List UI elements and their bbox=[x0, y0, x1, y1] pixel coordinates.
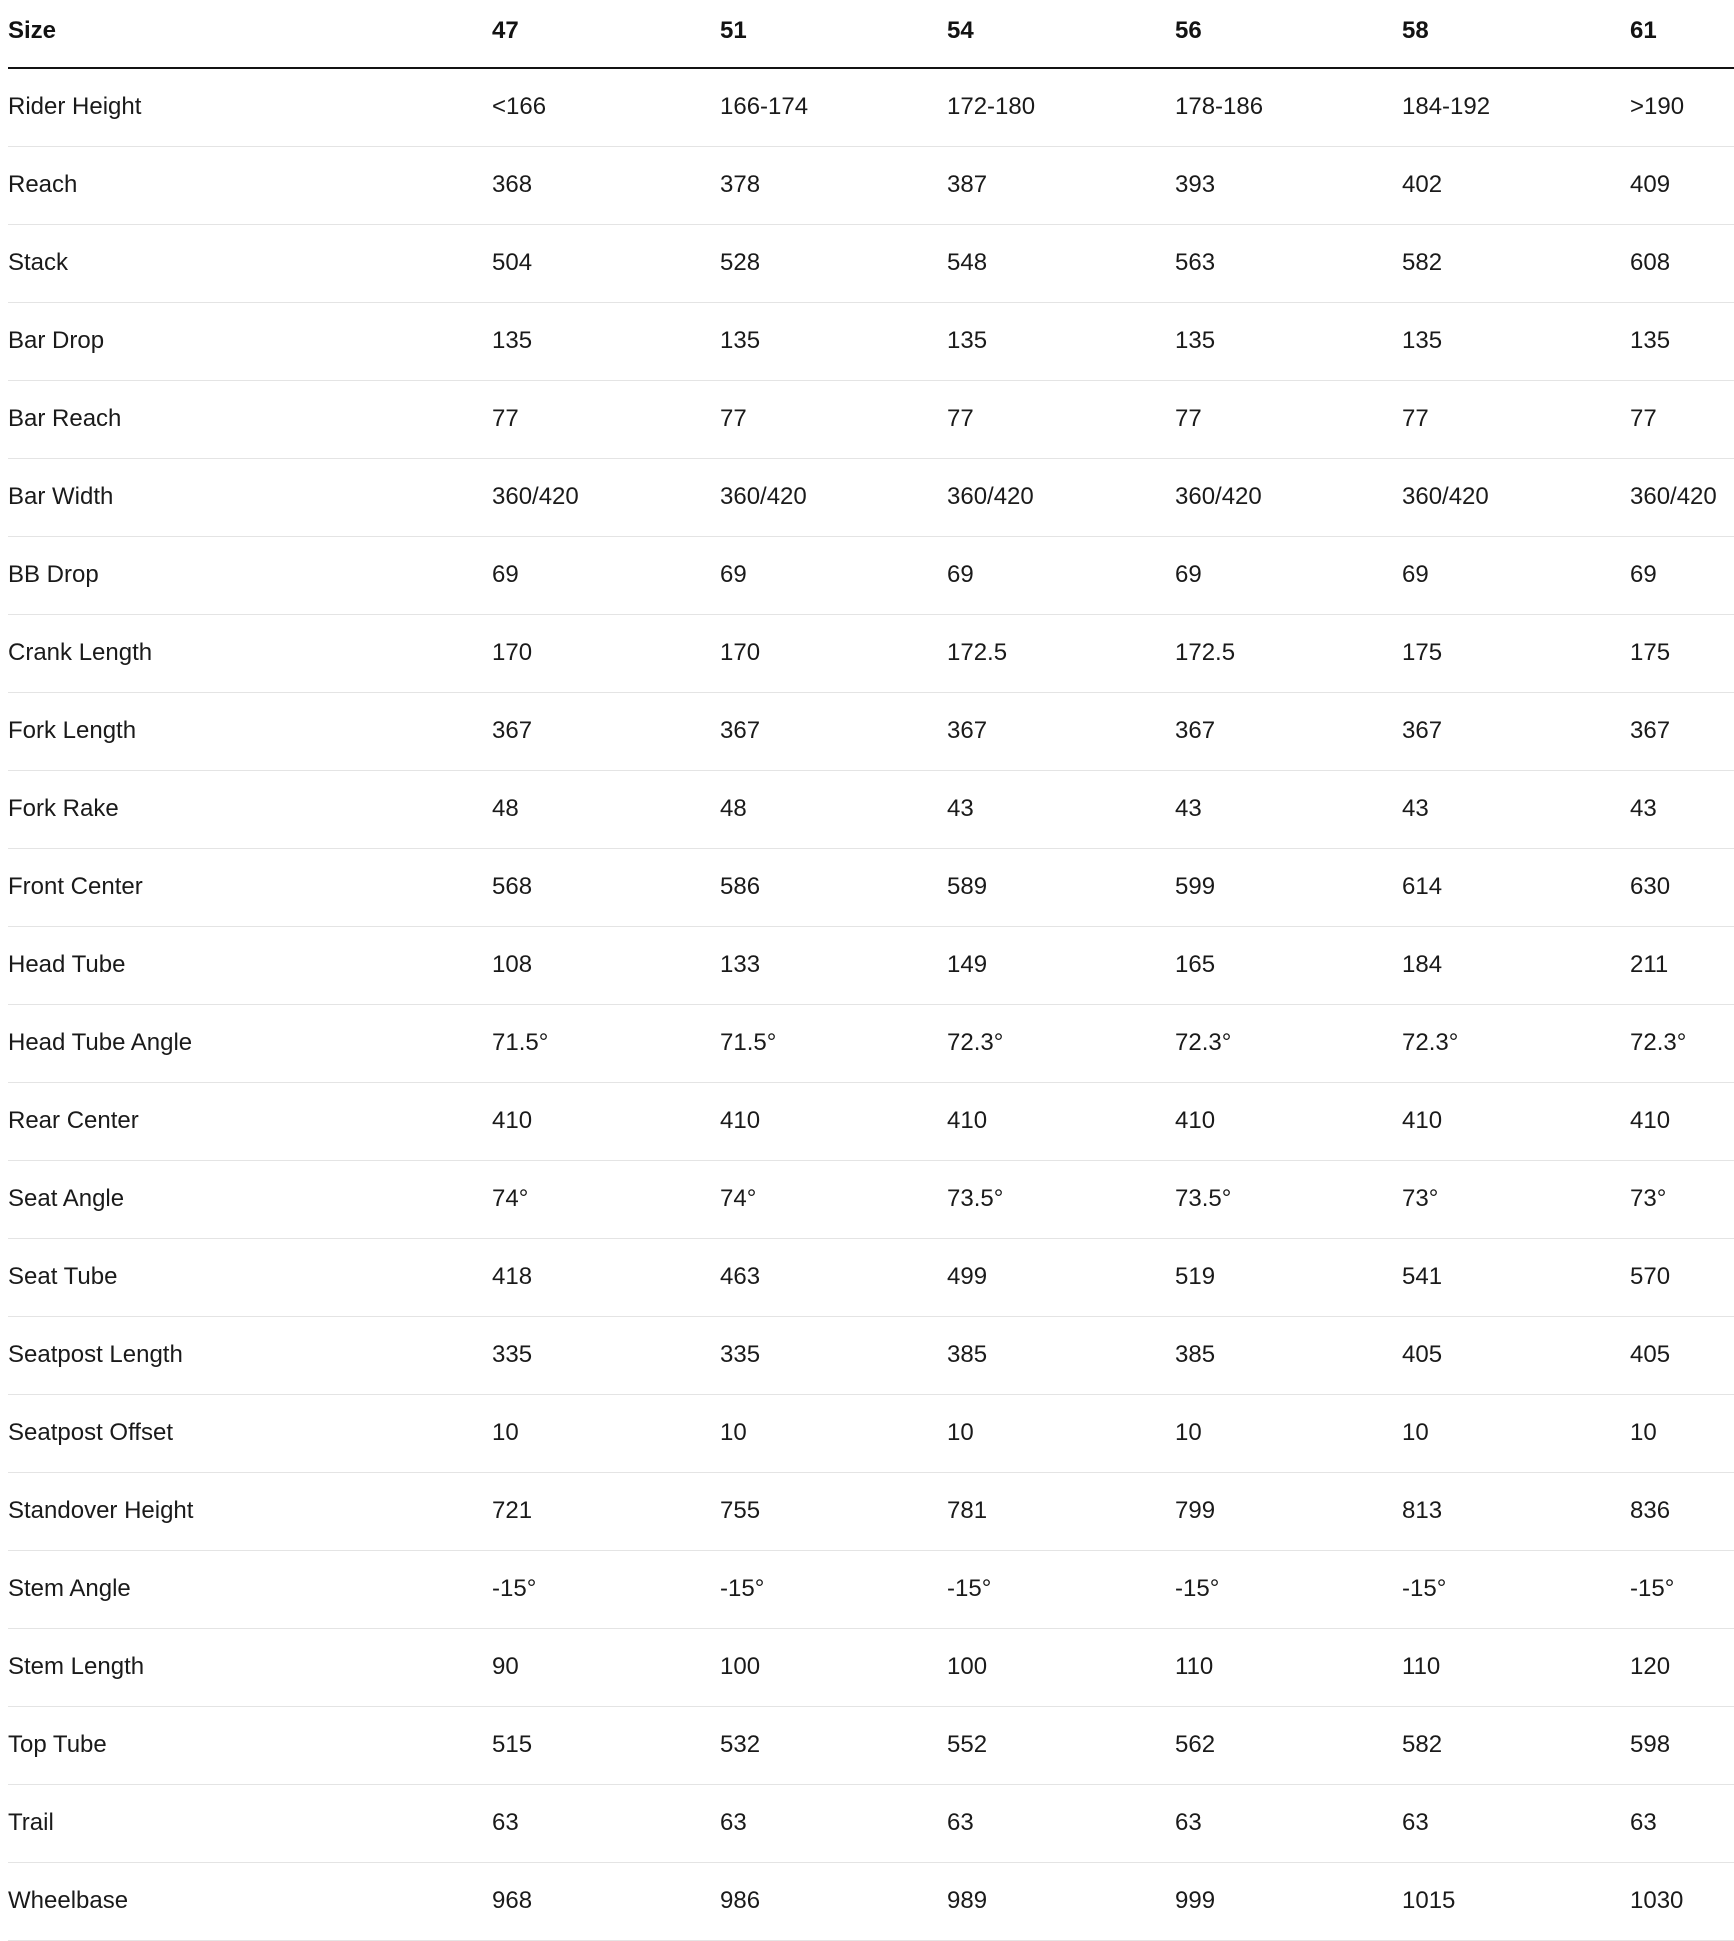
cell-value: 410 bbox=[720, 1082, 947, 1160]
cell-value: 410 bbox=[1402, 1082, 1630, 1160]
cell-value: 368 bbox=[492, 146, 720, 224]
row-label: Front Center bbox=[8, 848, 492, 926]
cell-value: 360/420 bbox=[1402, 458, 1630, 536]
cell-value: 410 bbox=[1175, 1082, 1402, 1160]
cell-value: 63 bbox=[1402, 1784, 1630, 1862]
row-label: Trail bbox=[8, 1784, 492, 1862]
cell-value: 463 bbox=[720, 1238, 947, 1316]
cell-value: 589 bbox=[947, 848, 1175, 926]
cell-value: 10 bbox=[947, 1394, 1175, 1472]
cell-value: 90 bbox=[492, 1628, 720, 1706]
table-row bbox=[8, 926, 1734, 1004]
table-row bbox=[8, 302, 1734, 380]
cell-value: 393 bbox=[1175, 146, 1402, 224]
cell-value: 63 bbox=[720, 1784, 947, 1862]
cell-value: 43 bbox=[1402, 770, 1630, 848]
cell-value: 108 bbox=[492, 926, 720, 1004]
cell-value: 360/420 bbox=[720, 458, 947, 536]
cell-value: 69 bbox=[1175, 536, 1402, 614]
row-label: Bar Drop bbox=[8, 302, 492, 380]
cell-value: 73° bbox=[1402, 1160, 1630, 1238]
row-label: Head Tube Angle bbox=[8, 1004, 492, 1082]
cell-value: 614 bbox=[1402, 848, 1630, 926]
cell-value: 43 bbox=[1630, 770, 1734, 848]
cell-value: 515 bbox=[492, 1706, 720, 1784]
geometry-table bbox=[8, 0, 1734, 1941]
row-label: Seatpost Length bbox=[8, 1316, 492, 1394]
cell-value: 570 bbox=[1630, 1238, 1734, 1316]
cell-value: 48 bbox=[720, 770, 947, 848]
cell-value: 211 bbox=[1630, 926, 1734, 1004]
cell-value: -15° bbox=[1402, 1550, 1630, 1628]
cell-value: 172.5 bbox=[947, 614, 1175, 692]
cell-value: 367 bbox=[947, 692, 1175, 770]
size-header: 61 bbox=[1630, 0, 1734, 68]
cell-value: 72.3° bbox=[1175, 1004, 1402, 1082]
table-row bbox=[8, 848, 1734, 926]
table-row bbox=[8, 146, 1734, 224]
cell-value: 367 bbox=[1630, 692, 1734, 770]
cell-value: 110 bbox=[1175, 1628, 1402, 1706]
cell-value: 387 bbox=[947, 146, 1175, 224]
cell-value: 385 bbox=[947, 1316, 1175, 1394]
cell-value: 74° bbox=[720, 1160, 947, 1238]
table-row bbox=[8, 68, 1734, 146]
cell-value: 360/420 bbox=[492, 458, 720, 536]
cell-value: 836 bbox=[1630, 1472, 1734, 1550]
table-row bbox=[8, 380, 1734, 458]
cell-value: -15° bbox=[720, 1550, 947, 1628]
cell-value: -15° bbox=[1175, 1550, 1402, 1628]
cell-value: 166-174 bbox=[720, 68, 947, 146]
row-label: Seatpost Offset bbox=[8, 1394, 492, 1472]
cell-value: -15° bbox=[492, 1550, 720, 1628]
cell-value: 360/420 bbox=[1175, 458, 1402, 536]
size-header: 58 bbox=[1402, 0, 1630, 68]
cell-value: 608 bbox=[1630, 224, 1734, 302]
cell-value: 409 bbox=[1630, 146, 1734, 224]
cell-value: 504 bbox=[492, 224, 720, 302]
row-label: Fork Rake bbox=[8, 770, 492, 848]
cell-value: 562 bbox=[1175, 1706, 1402, 1784]
cell-value: 1015 bbox=[1402, 1862, 1630, 1940]
cell-value: 367 bbox=[1402, 692, 1630, 770]
cell-value: 599 bbox=[1175, 848, 1402, 926]
cell-value: 184 bbox=[1402, 926, 1630, 1004]
cell-value: 410 bbox=[1630, 1082, 1734, 1160]
cell-value: 630 bbox=[1630, 848, 1734, 926]
cell-value: 999 bbox=[1175, 1862, 1402, 1940]
table-row bbox=[8, 1394, 1734, 1472]
cell-value: 149 bbox=[947, 926, 1175, 1004]
cell-value: <166 bbox=[492, 68, 720, 146]
cell-value: 72.3° bbox=[1630, 1004, 1734, 1082]
cell-value: 532 bbox=[720, 1706, 947, 1784]
cell-value: 172-180 bbox=[947, 68, 1175, 146]
cell-value: 100 bbox=[720, 1628, 947, 1706]
cell-value: 813 bbox=[1402, 1472, 1630, 1550]
cell-value: -15° bbox=[1630, 1550, 1734, 1628]
cell-value: 405 bbox=[1402, 1316, 1630, 1394]
cell-value: 178-186 bbox=[1175, 68, 1402, 146]
cell-value: 165 bbox=[1175, 926, 1402, 1004]
cell-value: 175 bbox=[1402, 614, 1630, 692]
cell-value: 519 bbox=[1175, 1238, 1402, 1316]
table-row bbox=[8, 224, 1734, 302]
cell-value: 184-192 bbox=[1402, 68, 1630, 146]
row-label: Bar Width bbox=[8, 458, 492, 536]
cell-value: 100 bbox=[947, 1628, 1175, 1706]
cell-value: 799 bbox=[1175, 1472, 1402, 1550]
cell-value: 69 bbox=[720, 536, 947, 614]
cell-value: 77 bbox=[1175, 380, 1402, 458]
row-label: Rider Height bbox=[8, 68, 492, 146]
cell-value: 63 bbox=[1175, 1784, 1402, 1862]
cell-value: 10 bbox=[1630, 1394, 1734, 1472]
cell-value: 367 bbox=[492, 692, 720, 770]
cell-value: 72.3° bbox=[1402, 1004, 1630, 1082]
cell-value: 135 bbox=[947, 302, 1175, 380]
cell-value: 135 bbox=[720, 302, 947, 380]
cell-value: 410 bbox=[492, 1082, 720, 1160]
table-row bbox=[8, 1862, 1734, 1940]
cell-value: >190 bbox=[1630, 68, 1734, 146]
cell-value: 360/420 bbox=[1630, 458, 1734, 536]
cell-value: 170 bbox=[492, 614, 720, 692]
cell-value: 175 bbox=[1630, 614, 1734, 692]
cell-value: 410 bbox=[947, 1082, 1175, 1160]
cell-value: 989 bbox=[947, 1862, 1175, 1940]
table-row bbox=[8, 1316, 1734, 1394]
cell-value: 10 bbox=[492, 1394, 720, 1472]
cell-value: 378 bbox=[720, 146, 947, 224]
table-row bbox=[8, 1004, 1734, 1082]
row-label: Seat Angle bbox=[8, 1160, 492, 1238]
cell-value: 568 bbox=[492, 848, 720, 926]
cell-value: 74° bbox=[492, 1160, 720, 1238]
size-header: 47 bbox=[492, 0, 720, 68]
cell-value: 172.5 bbox=[1175, 614, 1402, 692]
cell-value: 499 bbox=[947, 1238, 1175, 1316]
cell-value: 133 bbox=[720, 926, 947, 1004]
cell-value: 10 bbox=[1402, 1394, 1630, 1472]
cell-value: 968 bbox=[492, 1862, 720, 1940]
cell-value: 10 bbox=[720, 1394, 947, 1472]
row-label: Head Tube bbox=[8, 926, 492, 1004]
table-row bbox=[8, 1628, 1734, 1706]
table-row bbox=[8, 1706, 1734, 1784]
row-label: Seat Tube bbox=[8, 1238, 492, 1316]
cell-value: 135 bbox=[1402, 302, 1630, 380]
size-header: 54 bbox=[947, 0, 1175, 68]
cell-value: 367 bbox=[1175, 692, 1402, 770]
cell-value: 48 bbox=[492, 770, 720, 848]
table-row bbox=[8, 1550, 1734, 1628]
row-label: Stem Length bbox=[8, 1628, 492, 1706]
cell-value: 335 bbox=[720, 1316, 947, 1394]
row-label: Rear Center bbox=[8, 1082, 492, 1160]
cell-value: 10 bbox=[1175, 1394, 1402, 1472]
row-label: Bar Reach bbox=[8, 380, 492, 458]
cell-value: 582 bbox=[1402, 224, 1630, 302]
table-row bbox=[8, 458, 1734, 536]
cell-value: 72.3° bbox=[947, 1004, 1175, 1082]
cell-value: 586 bbox=[720, 848, 947, 926]
cell-value: 986 bbox=[720, 1862, 947, 1940]
row-label: Wheelbase bbox=[8, 1862, 492, 1940]
cell-value: 402 bbox=[1402, 146, 1630, 224]
cell-value: 77 bbox=[947, 380, 1175, 458]
cell-value: 541 bbox=[1402, 1238, 1630, 1316]
cell-value: 335 bbox=[492, 1316, 720, 1394]
table-row bbox=[8, 536, 1734, 614]
cell-value: 69 bbox=[492, 536, 720, 614]
cell-value: 721 bbox=[492, 1472, 720, 1550]
cell-value: 63 bbox=[492, 1784, 720, 1862]
table-row bbox=[8, 1082, 1734, 1160]
cell-value: 135 bbox=[1175, 302, 1402, 380]
cell-value: 755 bbox=[720, 1472, 947, 1550]
cell-value: 69 bbox=[1402, 536, 1630, 614]
cell-value: 73° bbox=[1630, 1160, 1734, 1238]
table-row bbox=[8, 1784, 1734, 1862]
table-row bbox=[8, 1472, 1734, 1550]
row-label: BB Drop bbox=[8, 536, 492, 614]
cell-value: 77 bbox=[1630, 380, 1734, 458]
cell-value: 63 bbox=[947, 1784, 1175, 1862]
cell-value: 71.5° bbox=[720, 1004, 947, 1082]
cell-value: 43 bbox=[947, 770, 1175, 848]
row-label: Stem Angle bbox=[8, 1550, 492, 1628]
cell-value: 1030 bbox=[1630, 1862, 1734, 1940]
row-label: Fork Length bbox=[8, 692, 492, 770]
row-label: Top Tube bbox=[8, 1706, 492, 1784]
cell-value: 135 bbox=[1630, 302, 1734, 380]
cell-value: 71.5° bbox=[492, 1004, 720, 1082]
table-row bbox=[8, 692, 1734, 770]
cell-value: 73.5° bbox=[947, 1160, 1175, 1238]
table-row bbox=[8, 614, 1734, 692]
cell-value: 63 bbox=[1630, 1784, 1734, 1862]
table-row bbox=[8, 1160, 1734, 1238]
row-label: Reach bbox=[8, 146, 492, 224]
cell-value: 528 bbox=[720, 224, 947, 302]
cell-value: -15° bbox=[947, 1550, 1175, 1628]
header-row bbox=[8, 0, 1734, 68]
cell-value: 405 bbox=[1630, 1316, 1734, 1394]
cell-value: 77 bbox=[720, 380, 947, 458]
size-header: 56 bbox=[1175, 0, 1402, 68]
cell-value: 563 bbox=[1175, 224, 1402, 302]
cell-value: 69 bbox=[1630, 536, 1734, 614]
cell-value: 69 bbox=[947, 536, 1175, 614]
table-row bbox=[8, 1238, 1734, 1316]
cell-value: 43 bbox=[1175, 770, 1402, 848]
cell-value: 110 bbox=[1402, 1628, 1630, 1706]
cell-value: 73.5° bbox=[1175, 1160, 1402, 1238]
cell-value: 385 bbox=[1175, 1316, 1402, 1394]
cell-value: 77 bbox=[1402, 380, 1630, 458]
cell-value: 418 bbox=[492, 1238, 720, 1316]
cell-value: 598 bbox=[1630, 1706, 1734, 1784]
cell-value: 367 bbox=[720, 692, 947, 770]
cell-value: 77 bbox=[492, 380, 720, 458]
cell-value: 360/420 bbox=[947, 458, 1175, 536]
cell-value: 135 bbox=[492, 302, 720, 380]
size-column-title: Size bbox=[8, 0, 492, 68]
size-header: 51 bbox=[720, 0, 947, 68]
cell-value: 548 bbox=[947, 224, 1175, 302]
cell-value: 781 bbox=[947, 1472, 1175, 1550]
cell-value: 582 bbox=[1402, 1706, 1630, 1784]
row-label: Crank Length bbox=[8, 614, 492, 692]
cell-value: 170 bbox=[720, 614, 947, 692]
row-label: Standover Height bbox=[8, 1472, 492, 1550]
table-row bbox=[8, 770, 1734, 848]
cell-value: 120 bbox=[1630, 1628, 1734, 1706]
row-label: Stack bbox=[8, 224, 492, 302]
cell-value: 552 bbox=[947, 1706, 1175, 1784]
